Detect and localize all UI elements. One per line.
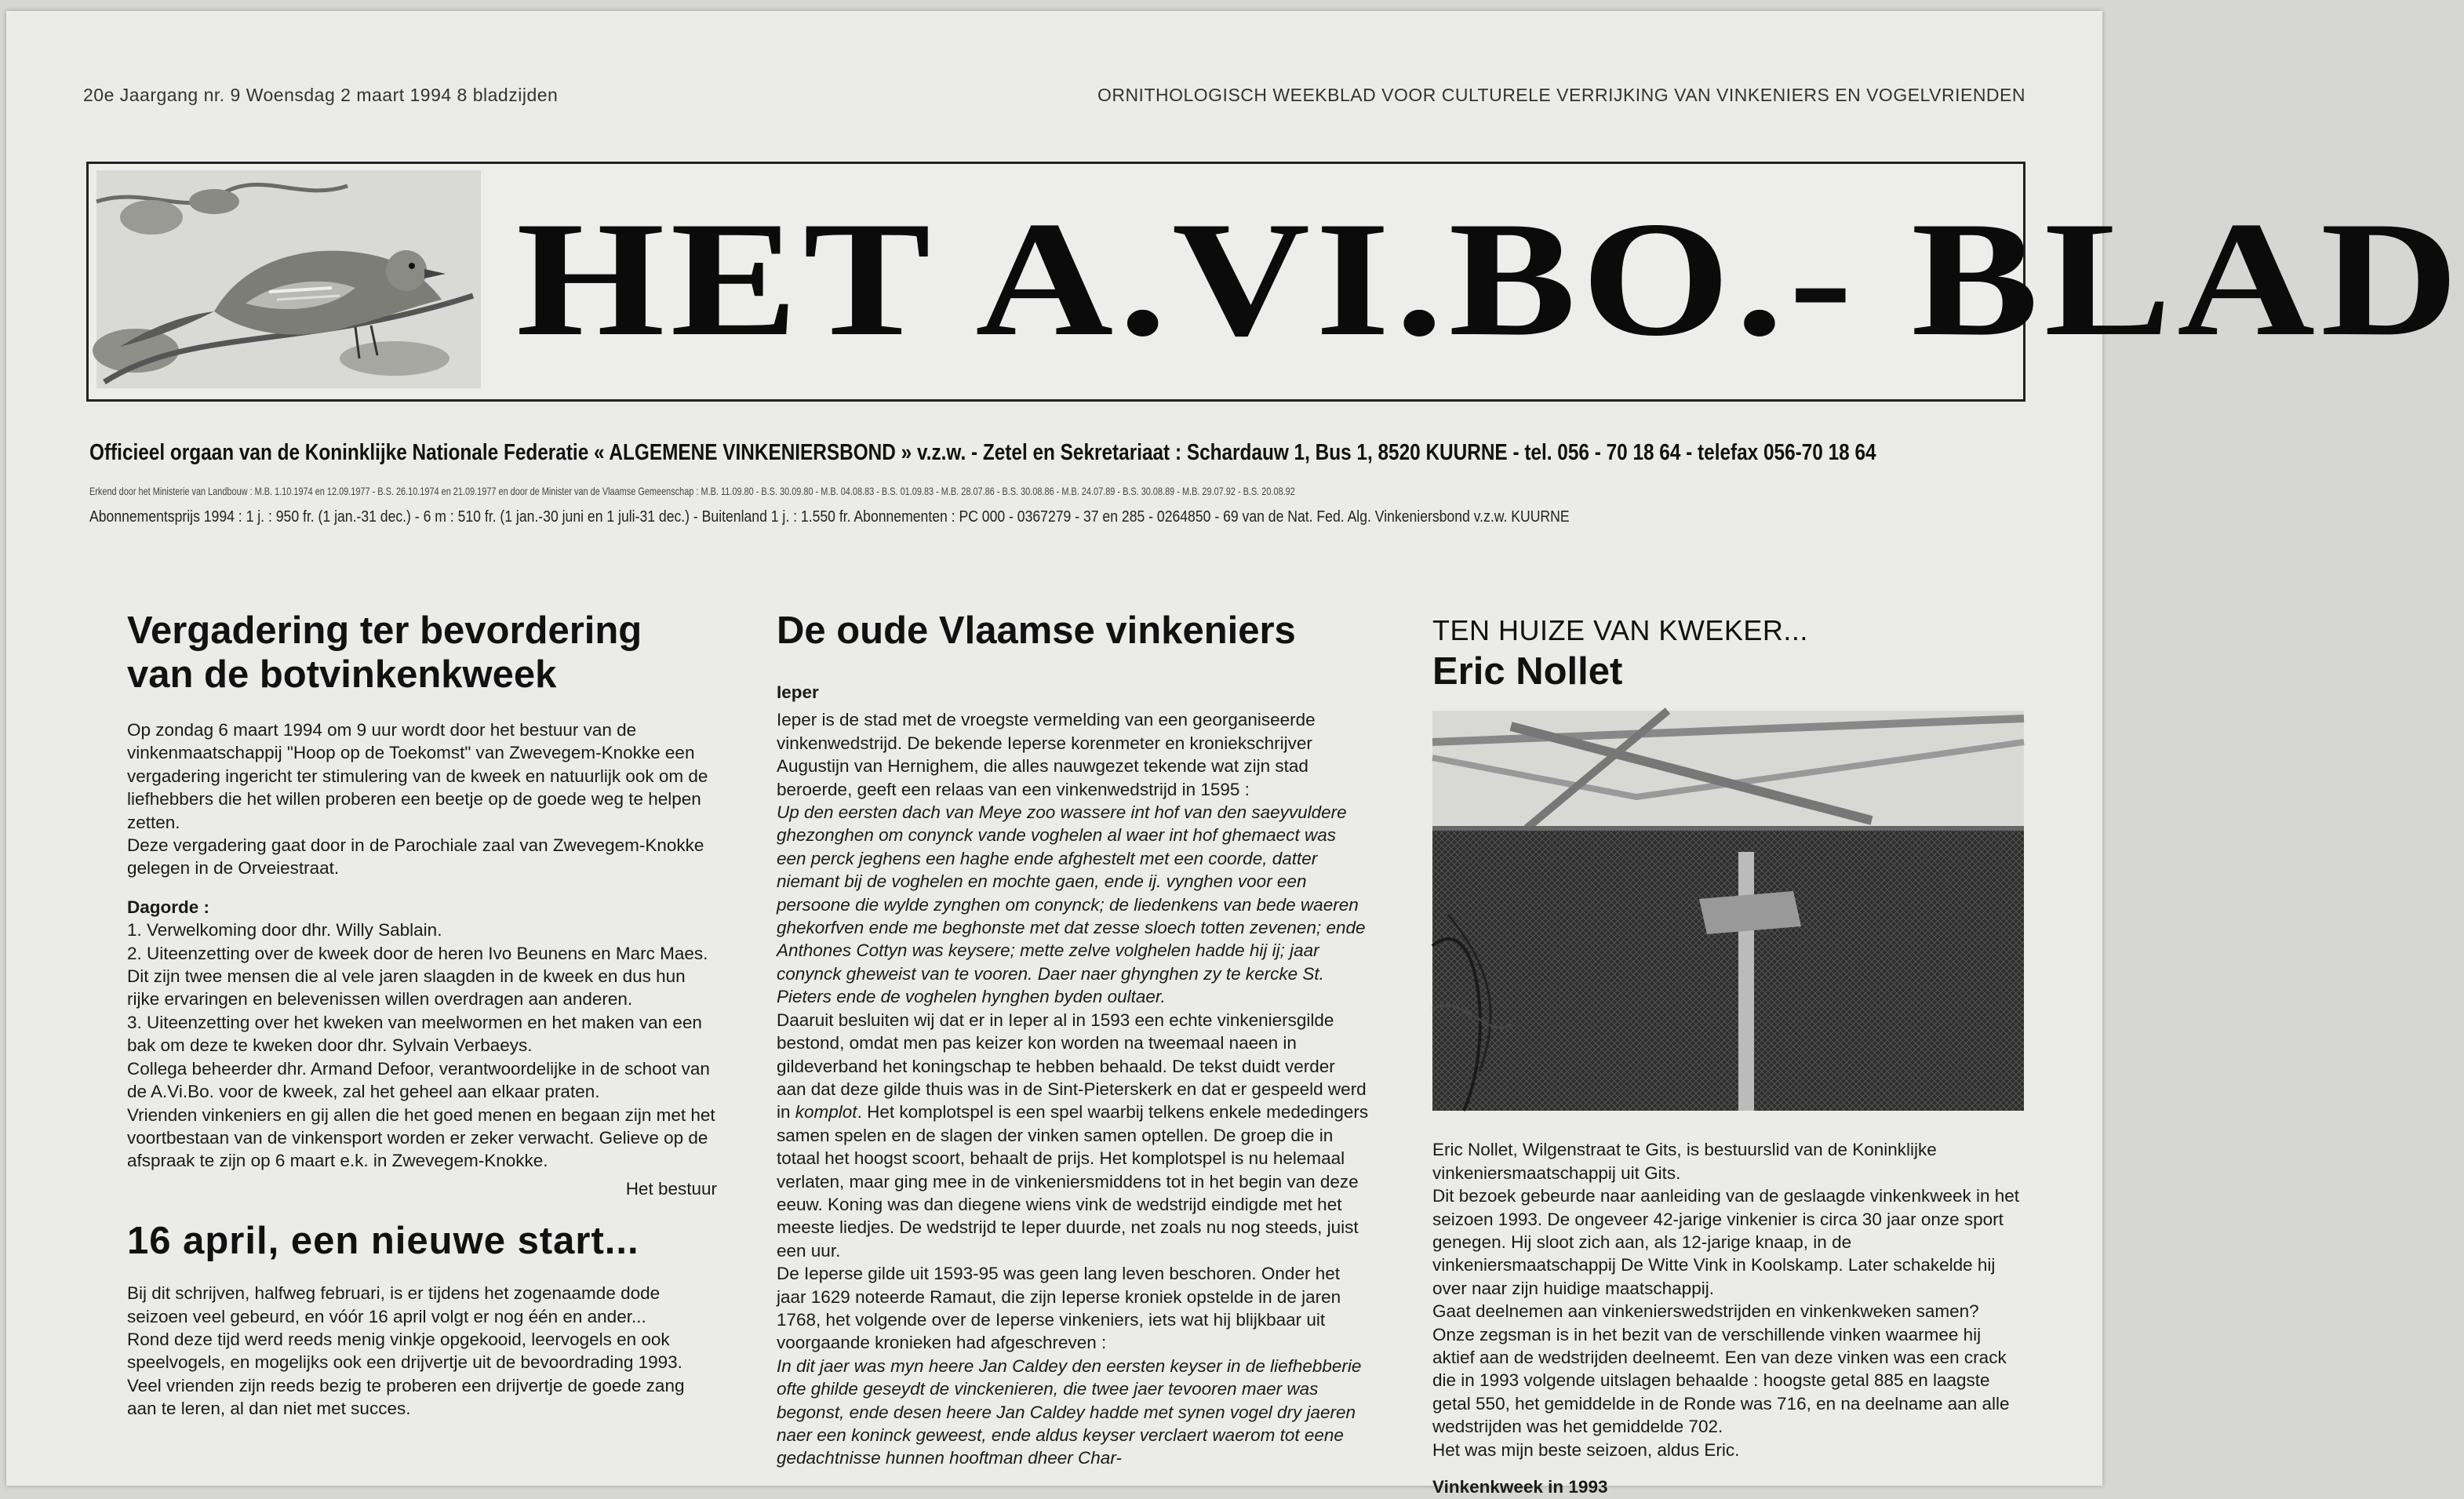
- paragraph: [777, 1009, 1369, 1262]
- text-run: Daaruit besluiten wij dat er in Ieper al in 1593 een echte vinkeniersgilde bestond, omdat men pas keizer kon worden na tweemaal naeen in gildeverband het koningschap te hebben behaald. De tekst duidt verder aan dat deze gilde thuis was in de Sint-Pieterskerk en dat er gespeeld werd in: [777, 1010, 1367, 1122]
- aviary-photo: [1432, 711, 2024, 1111]
- text-run-italic: komplot: [795, 1102, 857, 1122]
- subheading: Vinkenkweek in 1993: [1432, 1477, 1608, 1497]
- masthead: [86, 162, 2464, 402]
- text-run: . Het komplotspel is een spel waarbij telkens enkele mededingers samen spelen en de slagen der vinken samen optellen. De groep die in totaal het hoogst scoort, behaalt de prijs. Het komplotspel is nu helemaal verlaten, maar ging mee in de vinkeniersmiddens tot in het begin van deze eeuw. Koning was dan diegene wiens vink de wedstrijd eindigde met het meeste liedjes. De wedstrijd te Ieper duurde, net zoals nu nog steeds, juist een uur.: [777, 1102, 1369, 1261]
- photo-caption: Eric Nollet, Wilgenstraat te Gits, is bestuurslid van de Koninklijke vinkeniersmaatschappij uit Gits.: [1432, 1140, 1937, 1183]
- subheading: Ieper: [777, 682, 819, 702]
- historical-quote: In dit jaer was myn heere Jan Caldey den eersten keyser in de liefhebberie ofte ghilde geseydt de vinckenieren, die twee jaer tevooren maer was begonst, ende desen heere Jan Caldey hadde met synen vogel dry jaeren naer een koninck geweest, ende aldus keyser verclaert waerom tot eene gedachtnisse hunnen hooftman dheer Char-: [777, 1355, 1362, 1468]
- paragraph: Collega beheerder dhr. Armand Defoor, verantwoordelijke in de schoot van de A.Vi.Bo. voor de kweek, zal het geheel aan elkaar praten.: [127, 1058, 710, 1102]
- column-3: [1432, 609, 2024, 1499]
- paragraph: Vrienden vinkeniers en gij allen die het goed menen en begaan zijn met het voortbestaan van de vinkensport worden er zeker verwacht. Gelieve op de afspraak te zijn op 6 maart e.k. in Zwevegem-Knokke.: [127, 1104, 715, 1171]
- kicker: TEN HUIZE VAN KWEKER...: [1432, 614, 1808, 646]
- agenda-item: 1. Verwelkoming door dhr. Willy Sablain.: [127, 920, 442, 941]
- federation-line: Officieel orgaan van de Koninklijke Nationale Federatie « ALGEMENE VINKENIERSBOND » v.z.w. - Zetel en Sekretariaat : Schardauw 1, Bus 1, 8520 KUURNE - tel. 056 - 70 18 64 - telefax 056-70 18 64: [89, 440, 1876, 465]
- paragraph: Ieper is de stad met de vroegste vermelding van een georganiseerde vinkenwedstrijd. De bekende Ieperse korenmeter en kroniekschrijver Augustijn van Hernighem, die alles nauwgezet tekende wat zijn stad beroerde, geeft een relaas van een vinkenwedstrijd in 1595 :: [777, 710, 1316, 799]
- paragraph: Rond deze tijd werd reeds menig vinkje opgekooid, leervogels en ook speelvogels, en mogelijks ook een drijvertje uit de bevoordrading 1993. Veel vrienden zijn reeds bezig te proberen een drijvertje de goede zang aan te leren, al dan niet met succes.: [127, 1329, 685, 1419]
- agenda-item: 2. Uiteenzetting over de kweek door de heren Ivo Beunens en Marc Maes. Dit zijn twee mensen die al vele jaren slaagden in de kweek en dus hun rijke ervaringen en belevenissen willen overdragen aan anderen.: [127, 943, 708, 1010]
- subscription-line: Abonnementsprijs 1994 : 1 j. : 950 fr. (1 jan.-31 dec.) - 6 m : 510 fr. (1 jan.-30 juni en 1 juli-31 dec.) - Buitenland 1 j. : 1.550 fr. Abonnementen : PC 000 - 0367279 - 37 en 285 - 0264850 - 69 van de Nat. Fed. Alg. Vinkeniersbond v.z.w. KUURNE: [89, 508, 1570, 526]
- column-1: [127, 609, 717, 1421]
- paragraph: Dit bezoek gebeurde naar aanleiding van de geslaagde vinkenkweek in het seizoen 1993. De ongeveer 42-jarige vinkenier is circa 30 jaar onze sport genegen. Hij sloot zich aan, als 12-jarige knaap, in de vinkeniersmaatschappij De Witte Vink in Koolskamp. Later schakelde hij over naar zijn huidige maatschappij.: [1432, 1186, 2020, 1298]
- article-headline-2: 16 april, een nieuwe start...: [127, 1220, 639, 1263]
- paragraph: Deze vergadering gaat door in de Parochiale zaal van Zwevegem-Knokke gelegen in de Orveiestraat.: [127, 835, 704, 879]
- chaffinch-illustration: [96, 170, 481, 388]
- signature: Het bestuur: [625, 1178, 717, 1199]
- agenda-heading: Dagorde :: [127, 897, 210, 917]
- paragraph: De Ieperse gilde uit 1593-95 was geen lang leven beschoren. Onder het jaar 1629 noteerde Ramaut, die zijn Ieperse kroniek opstelde in de jaren 1768, het volgende over de Ieperse vinkeniers, iets wat hij blijkbaar uit voorgaande kronieken had afgeschreven :: [777, 1264, 1341, 1353]
- article-headline: Eric Nollet: [1432, 650, 1623, 693]
- article-headline: De oude Vlaamse vinkeniers: [777, 609, 1296, 652]
- recognition-line: Erkend door het Ministerie van Landbouw : M.B. 1.10.1974 en 12.09.1977 - B.S. 26.10.1974 en 21.09.1977 en door de Minister van de Vlaamse Gemeenschap : M.B. 11.09.80 - B.S. 30.09.80 - M.B. 04.08.83 - B.S. 01.09.83 - M.B. 28.07.86 - B.S. 30.08.86 - M.B. 24.07.89 - B.S. 30.08.89 - M.B. 29.07.92 - B.S. 20.08.92: [89, 485, 1295, 497]
- historical-quote: Up den eersten dach van Meye zoo wassere int hof van den saeyvuldere ghezonghen om conynck vande voghelen al waer int hof ghemaect was een perck jeghens een haghe ende afghestelt met een coorde, datter niemant bij de voghelen en mochte gaen, ende ij. vynghen voor een persoone die wylde zynghen om conynck; de liedenkens van bede waeren ghekorfven ende me beghonste met dat zesse sloech totten zevenen; ende Anthones Cottyn was keysere; mette zelve volghelen hadde hij ij; jaar conynck gheweist van te vooren. Daer naer ghynghen zy te kercke St. Pieters ende de voghelen hynghen byden oultaer.: [777, 802, 1366, 1007]
- newspaper-page: [6, 11, 2464, 1497]
- newspaper-title: HET A.VI.BO.- BLAD: [516, 188, 2464, 370]
- paragraph: Bij dit schrijven, halfweg februari, is er tijdens het zogenaamde dode seizoen veel gebeurd, en vóór 16 april volgt er nog één en ander...: [127, 1283, 661, 1326]
- column-2: [777, 609, 1369, 1470]
- tagline: ORNITHOLOGISCH WEEKBLAD VOOR CULTURELE VERRIJKING VAN VINKENIERS EN VOGELVRIENDEN: [1097, 85, 2025, 105]
- article-headline: Vergadering ter bevordering van de botvinkenkweek: [127, 609, 642, 696]
- paragraph: Gaat deelnemen aan vinkenierswedstrijden en vinkenkweken samen? Onze zegsman is in het bezit van de verschillende vinken waarmee hij aktief aan de wedstrijden deelneemt. Een van deze vinken was een crack die in 1993 volgende uitslagen behaalde : hoogste getal 885 en laagste getal 550, het gemiddelde in de Ronde was 716, en na deelname aan alle wedstrijden was het gemiddelde 702.: [1432, 1301, 2010, 1437]
- paragraph: Het was mijn beste seizoen, aldus Eric.: [1432, 1439, 1740, 1460]
- paragraph: Op zondag 6 maart 1994 om 9 uur wordt door het bestuur van de vinkenmaatschappij "Hoop op de Toekomst" van Zwevegem-Knokke een vergadering ingericht ter stimulering van de kweek en natuurlijk ook om de liefhebbers die het willen proberen een beetje op de goede weg te helpen zetten.: [127, 720, 708, 832]
- issue-info: 20e Jaargang nr. 9 Woensdag 2 maart 1994 8 bladzijden: [83, 85, 559, 105]
- agenda-item: 3. Uiteenzetting over het kweken van meelwormen en het maken van een bak om deze te kweken door dhr. Sylvain Verbaeys.: [127, 1012, 702, 1056]
